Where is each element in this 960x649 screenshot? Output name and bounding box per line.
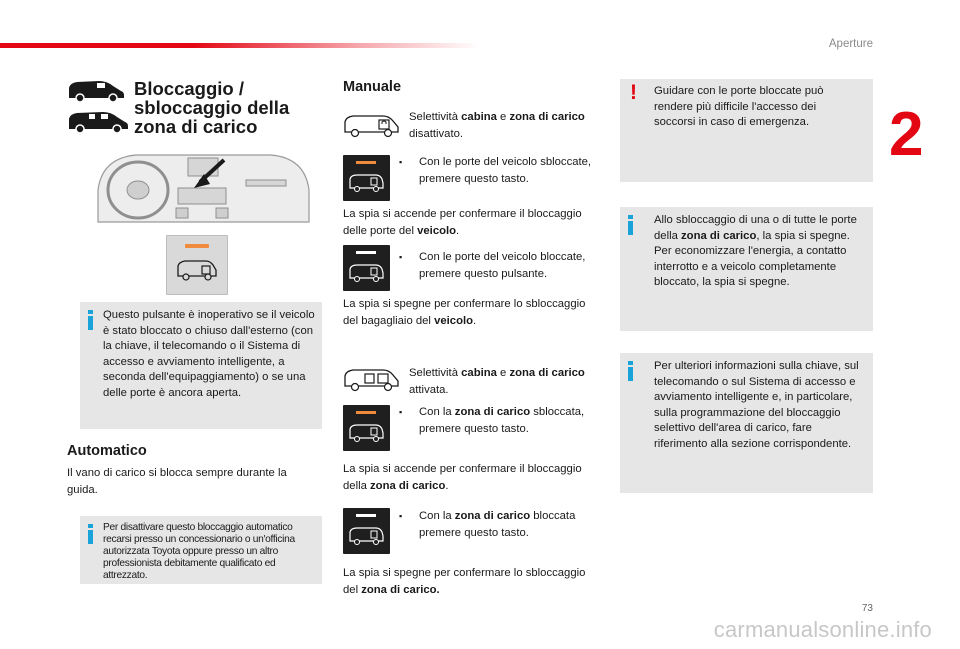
auto-text: Il vano di carico si blocca sempre durante la guida. <box>67 467 287 496</box>
van-icon <box>67 110 129 134</box>
info-text: Allo sbloccaggio di una o di tutte le porte della zona di carico, la spia si spegne. Per economizzare l'energia, a contatto interrotto e a veicolo completamente bloccato, la spia si spegne. <box>654 214 857 289</box>
result-text-3: La spia si accende per confermare il bloccaggio della zona di carico. <box>343 463 582 492</box>
warning-box <box>620 79 873 182</box>
result-text-2: La spia si spegne per confermare lo sbloccaggio del bagagliaio del veicolo. <box>343 298 586 327</box>
lock-button-lit <box>343 405 390 451</box>
page-title: Bloccaggio / sbloccaggio della zona di carico <box>134 78 290 137</box>
van-selector-icon <box>343 366 401 392</box>
info-text: Per ulteriori informazioni sulla chiave, sul telecomando o sul Sistema di accesso e avviamento intelligente e, in particolare, sulla programmazione del bloccaggio selettivo dell'area di carico, fare riferimento alla sezione corrispondente. <box>654 360 859 450</box>
result-text-1: La spia si accende per confermare il bloccaggio delle porte del veicolo. <box>343 208 582 237</box>
info-box <box>80 516 322 584</box>
warning-icon: ! <box>630 81 637 104</box>
info-box <box>620 207 873 331</box>
step-text-3: Con la zona di carico sbloccata, premere questo tasto. <box>419 406 585 435</box>
info-icon <box>88 524 93 544</box>
heading-automatico: Automatico <box>67 443 147 459</box>
lock-button-unlit <box>343 508 390 554</box>
info-icon <box>628 215 633 235</box>
bullet-icon: ▪ <box>399 252 403 262</box>
step-text-1: Con le porte del veicolo sbloccate, premere questo tasto. <box>419 156 592 185</box>
info-icon <box>88 310 93 330</box>
step-text-4: Con la zona di carico bloccata premere questo tasto. <box>419 510 576 539</box>
selector-text-1: Selettività cabina e zona di carico disattivato. <box>409 111 585 140</box>
bullet-icon: ▪ <box>399 157 403 167</box>
lock-button-illustration <box>166 235 228 295</box>
info-box <box>80 302 322 429</box>
lock-button-unlit <box>343 245 390 291</box>
section-title: Aperture <box>828 38 873 50</box>
result-text-4: La spia si spegne per confermare lo sbloccaggio del zona di carico. <box>343 567 586 596</box>
watermark: carmanualsonline.info <box>713 617 932 642</box>
header-accent-bar <box>0 43 480 48</box>
bullet-icon: ▪ <box>399 511 403 521</box>
van-selector-icon <box>343 112 401 138</box>
selector-text-2: Selettività cabina e zona di carico attivata. <box>409 367 585 396</box>
info-text: Questo pulsante è inoperativo se il veicolo è stato bloccato o chiuso dall'esterno (con la chiave, il telecomando o il Sistema di accesso e avviamento intelligente, a seconda dell'equipaggiamento) o se una delle porte è ancora aperta. <box>103 309 315 399</box>
warning-text: Guidare con le porte bloccate può rendere più difficile l'accesso dei soccorsi in caso di emergenza. <box>654 85 824 129</box>
van-lock-icon <box>176 258 218 282</box>
bullet-icon: ▪ <box>399 407 403 417</box>
dashboard-illustration <box>96 150 311 228</box>
page-number: 73 <box>861 603 873 614</box>
info-box <box>620 353 873 493</box>
van-icon <box>67 79 125 103</box>
step-text-2: Con le porte del veicolo bloccate, premere questo pulsante. <box>419 251 586 280</box>
chapter-number: 2 <box>889 100 924 169</box>
info-text: Per disattivare questo bloccaggio automatico recarsi presso un concessionario o un'officina autorizzata Toyota oppure presso un altro professionista debitamente qualificato ed attrezzato. <box>103 522 295 581</box>
lock-button-lit <box>343 155 390 201</box>
heading-manuale: Manuale <box>343 79 402 95</box>
info-icon <box>628 361 633 381</box>
